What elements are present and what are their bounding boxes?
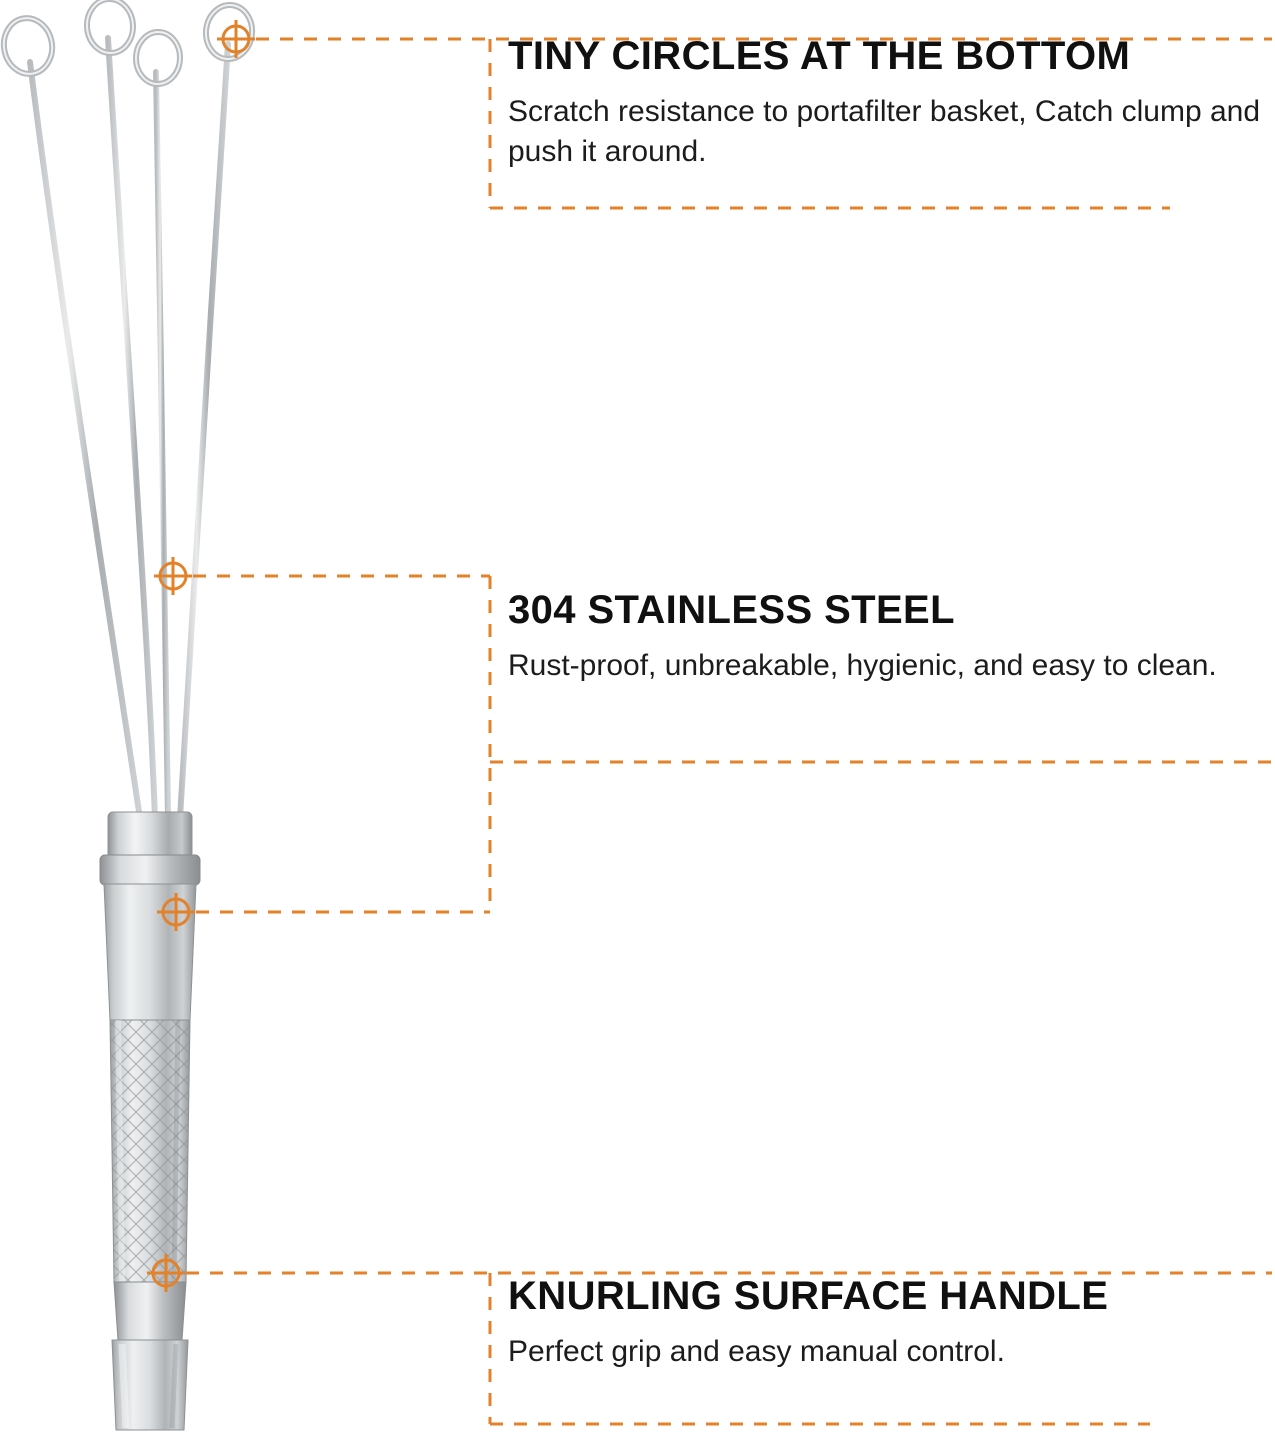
callout-title-knurling-handle: KNURLING SURFACE HANDLE: [508, 1274, 1109, 1318]
callout-tiny-circles: [508, 34, 1268, 171]
callout-title-stainless-steel: 304 STAINLESS STEEL: [508, 588, 955, 632]
callout-title-tiny-circles: TINY CIRCLES AT THE BOTTOM: [508, 34, 1131, 78]
callout-body-tiny-circles: Scratch resistance to portafilter basket, Catch clump and push it around.: [508, 95, 1261, 168]
callout-stainless-steel: [508, 588, 1268, 686]
callout-body-stainless-steel: Rust-proof, unbreakable, hygienic, and easy to clean.: [508, 649, 1217, 682]
callout-knurling-handle: [508, 1274, 1268, 1372]
callout-body-knurling-handle: Perfect grip and easy manual control.: [508, 1335, 1005, 1368]
